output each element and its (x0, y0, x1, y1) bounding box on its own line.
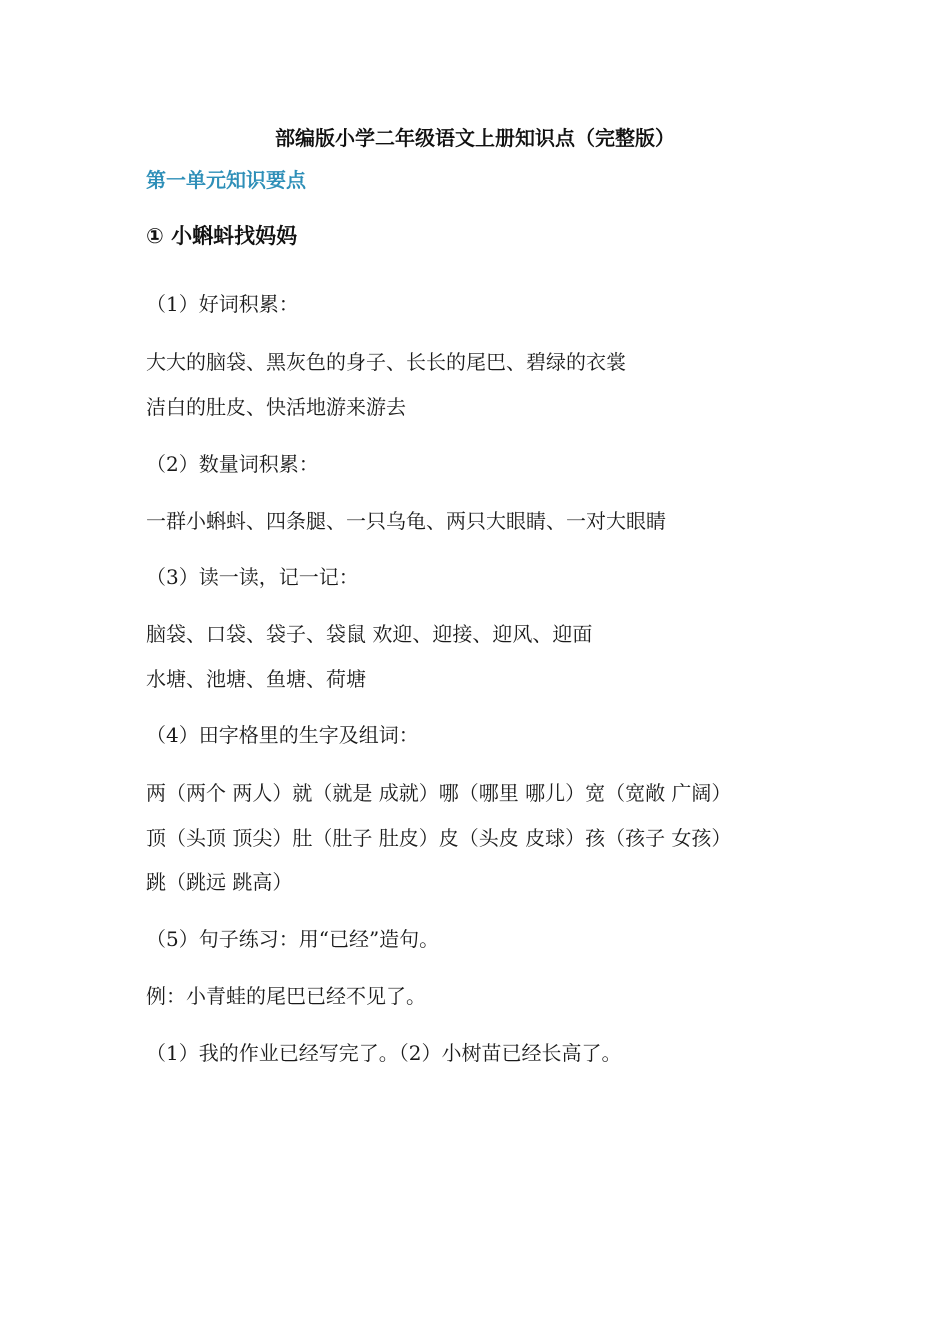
unit-heading: 第一单元知识要点 (146, 168, 306, 192)
characters-line-1: 两（两个 两人）就（就是 成就）哪（哪里 哪儿）宽（宽敞 广阔） (146, 781, 732, 805)
section-good-words-heading: （1）好词积累： (146, 292, 299, 316)
section-measure-words-heading: （2）数量词积累： (146, 452, 319, 476)
lesson-heading: ① 小蝌蚪找妈妈 (146, 224, 298, 248)
section-characters-heading: （4）田字格里的生字及组词： (146, 723, 419, 747)
section-read-remember-heading: （3）读一读，记一记： (146, 565, 359, 589)
measure-words-line: 一群小蝌蚪、四条腿、一只乌龟、两只大眼睛、一对大眼睛 (146, 509, 666, 533)
good-words-line-2: 洁白的肚皮、快活地游来游去 (146, 395, 406, 419)
characters-line-3: 跳（跳远 跳高） (146, 870, 293, 894)
read-remember-line-2: 水塘、池塘、鱼塘、荷塘 (146, 667, 366, 691)
section-sentence-practice-heading: （5）句子练习：用“已经”造句。 (146, 927, 440, 951)
characters-line-2: 顶（头顶 顶尖）肚（肚子 肚皮）皮（头皮 皮球）孩（孩子 女孩） (146, 826, 732, 850)
sentence-answers: （1）我的作业已经写完了。（2）小树苗已经长高了。 (146, 1041, 622, 1065)
good-words-line-1: 大大的脑袋、黑灰色的身子、长长的尾巴、碧绿的衣裳 (146, 350, 626, 374)
sentence-example: 例：小青蛙的尾巴已经不见了。 (146, 984, 426, 1008)
read-remember-line-1: 脑袋、口袋、袋子、袋鼠 欢迎、迎接、迎风、迎面 (146, 622, 593, 646)
document-title: 部编版小学二年级语文上册知识点（完整版） (275, 126, 675, 150)
